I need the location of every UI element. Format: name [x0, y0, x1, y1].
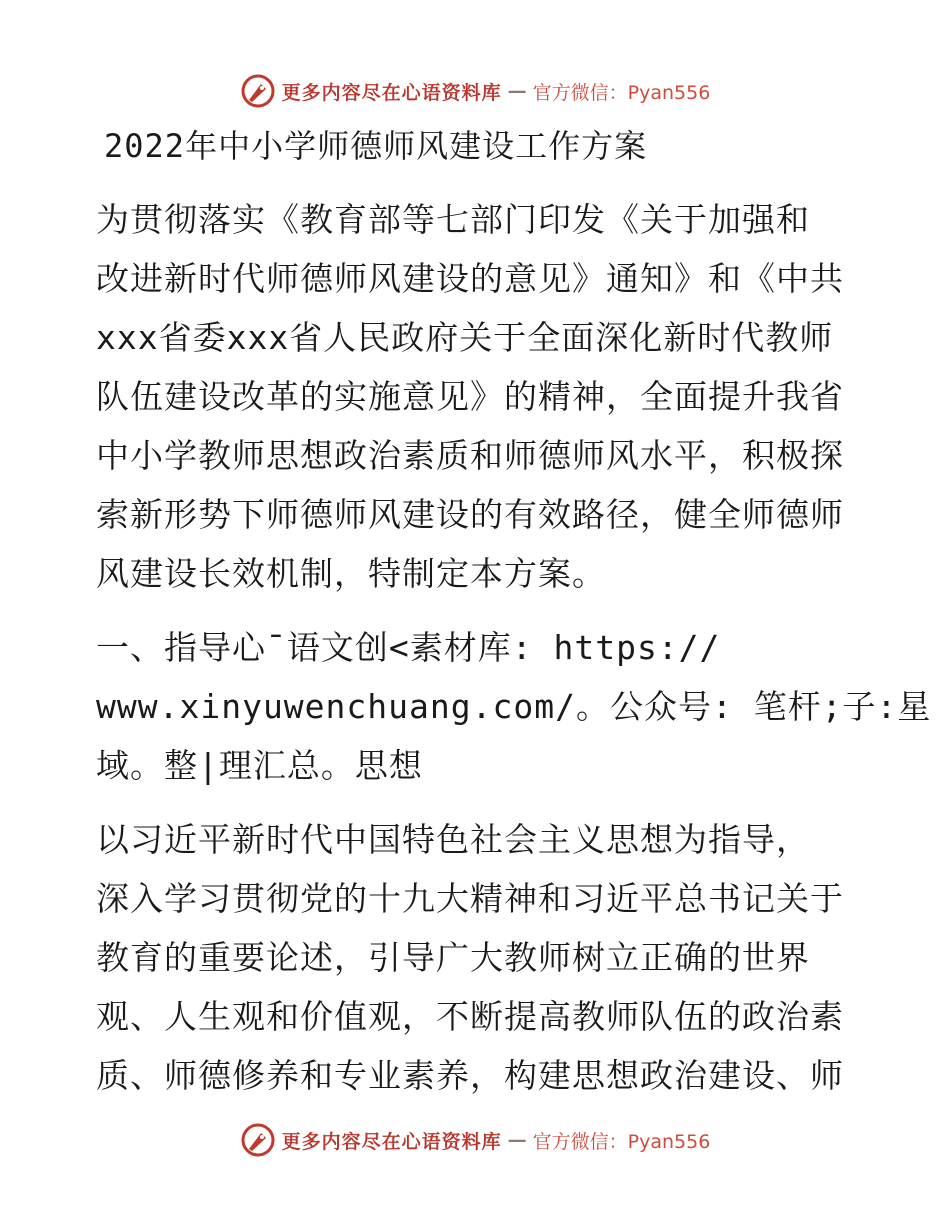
pen-nib-logo-icon — [240, 73, 276, 109]
watermark-separator: — — [507, 80, 527, 102]
document-title: 2022年中小学师德师风建设工作方案 — [104, 127, 648, 165]
paragraph-line: 观、人生观和价值观，不断提高教师队伍的政治素 — [96, 997, 844, 1036]
watermark-wechat-text: 官方微信：Pyan556 — [532, 1130, 711, 1153]
paragraph-line: 以习近平新时代中国特色社会主义思想为指导， — [96, 820, 810, 859]
paragraph-line: 深入学习贯彻党的十九大精神和习近平总书记关于 — [96, 879, 844, 918]
paragraph-line: 索新形势下师德师风建设的有效路径，健全师德师 — [96, 495, 844, 534]
paragraph-line: 质、师德修养和专业素养，构建思想政治建设、师 — [96, 1056, 844, 1095]
footer-watermark — [0, 1120, 950, 1160]
paragraph-line: 中小学教师思想政治素质和师德师风水平，积极探 — [96, 436, 844, 475]
heading-line: 域。整|理汇总。思想 — [96, 746, 423, 785]
header-watermark — [0, 71, 950, 111]
paragraph-line: 风建设长效机制，特制定本方案。 — [96, 554, 606, 593]
paragraph-line: 改进新时代师德师风建设的意见》通知》和《中共 — [96, 259, 844, 298]
heading-line: www.xinyuwenchuang.com/。公众号: 笔杆;子:星 — [96, 687, 932, 726]
watermark-main-text: 更多内容尽在心语资料库 — [281, 81, 502, 104]
watermark-separator: — — [507, 1129, 527, 1151]
pen-nib-logo-icon — [240, 1122, 276, 1158]
watermark-main-text: 更多内容尽在心语资料库 — [281, 1130, 502, 1153]
heading-line: 一、指导心¯语文创<素材库: https:// — [96, 628, 721, 667]
paragraph-line: 教育的重要论述，引导广大教师树立正确的世界 — [96, 938, 810, 977]
watermark-wechat-text: 官方微信：Pyan556 — [532, 81, 711, 104]
paragraph-line: 队伍建设改革的实施意见》的精神，全面提升我省 — [96, 377, 844, 416]
paragraph-line: xxx省委xxx省人民政府关于全面深化新时代教师 — [96, 318, 834, 357]
paragraph-line: 为贯彻落实《教育部等七部门印发《关于加强和 — [96, 200, 810, 239]
